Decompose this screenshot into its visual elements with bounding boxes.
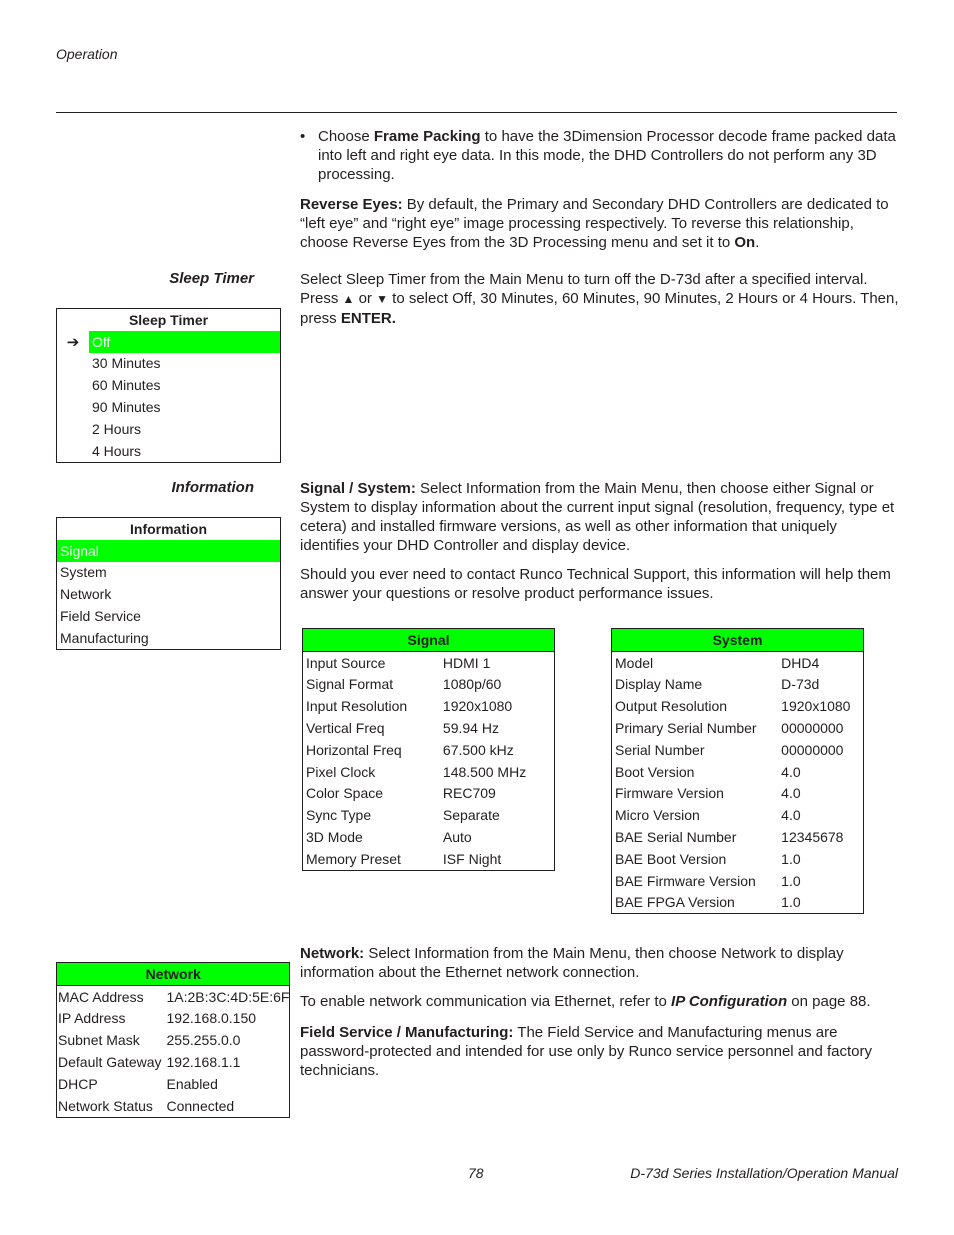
table-row bbox=[303, 695, 555, 717]
signal-system-label: Signal / System: bbox=[300, 480, 416, 497]
row-label: Boot Version bbox=[615, 763, 695, 780]
row-label: BAE Firmware Version bbox=[615, 872, 756, 889]
row-value: 4.0 bbox=[781, 763, 801, 780]
info-option-manufacturing[interactable]: Manufacturing bbox=[60, 629, 149, 646]
row-value: 1A:2B:3C:4D:5E:6F bbox=[166, 988, 290, 1005]
signal-table bbox=[302, 628, 555, 871]
bullet-text bbox=[318, 127, 900, 184]
signal-table-title: Signal bbox=[303, 629, 555, 652]
enable-network-paragraph bbox=[300, 992, 900, 1011]
table-row bbox=[57, 1029, 290, 1051]
signal-system-text: Select Information from the Main Menu, then choose either Signal or System to display information about the current input signal (resolution, frequency, type et cetera) and installed firmware versions, as well as other information that uniquely identifies your DHD Controller and display device. bbox=[300, 480, 895, 554]
pointer-arrow-icon: ➔ bbox=[66, 333, 80, 351]
sleep-option-30[interactable]: 30 Minutes bbox=[92, 355, 161, 372]
table-row bbox=[612, 804, 864, 826]
row-label: Subnet Mask bbox=[58, 1032, 140, 1049]
row-value: 1080p/60 bbox=[442, 676, 502, 693]
table-row bbox=[303, 717, 555, 739]
table-row bbox=[57, 1073, 290, 1095]
information-menu-title: Information bbox=[130, 520, 207, 537]
row-value: 255.255.0.0 bbox=[166, 1032, 241, 1049]
row-label: Sync Type bbox=[306, 807, 372, 824]
table-row bbox=[303, 739, 555, 761]
row-value: Connected bbox=[166, 1097, 235, 1114]
table-row bbox=[612, 695, 864, 717]
row-label: Micro Version bbox=[615, 807, 700, 824]
reverse-eyes-label: Reverse Eyes: bbox=[300, 196, 403, 213]
down-arrow-icon: ▼ bbox=[376, 292, 388, 306]
row-label: IP Address bbox=[58, 1010, 126, 1027]
enable-post: on page 88. bbox=[787, 993, 871, 1010]
row-label: BAE Serial Number bbox=[615, 829, 737, 846]
row-label: Serial Number bbox=[615, 741, 705, 758]
table-row bbox=[612, 892, 864, 914]
row-label: Display Name bbox=[615, 676, 703, 693]
table-row bbox=[303, 651, 555, 673]
row-value: 12345678 bbox=[781, 829, 844, 846]
row-value: 148.500 MHz bbox=[442, 763, 527, 780]
table-row bbox=[612, 651, 864, 673]
row-label: Memory Preset bbox=[306, 850, 401, 867]
network-text: Select Information from the Main Menu, then choose Network to display information about the Ethernet network connection. bbox=[300, 945, 844, 981]
table-row bbox=[612, 739, 864, 761]
up-arrow-icon: ▲ bbox=[342, 292, 355, 306]
table-row bbox=[612, 674, 864, 696]
sleep-text-or: or bbox=[354, 290, 377, 307]
running-head: Operation bbox=[56, 46, 118, 62]
row-label: Model bbox=[615, 654, 654, 671]
row-label: Firmware Version bbox=[615, 785, 724, 802]
bullet-dot: • bbox=[300, 128, 306, 145]
table-row bbox=[57, 1095, 290, 1117]
row-value: 4.0 bbox=[781, 807, 801, 824]
field-service-paragraph bbox=[300, 1023, 900, 1080]
reverse-eyes-on: On bbox=[734, 234, 756, 251]
row-value: 1920x1080 bbox=[781, 698, 851, 715]
reverse-eyes-paragraph bbox=[300, 195, 900, 252]
sleep-timer-menu-title: Sleep Timer bbox=[128, 311, 209, 328]
system-table bbox=[611, 628, 864, 914]
sleep-timer-heading: Sleep Timer bbox=[169, 270, 254, 287]
page-number: 78 bbox=[468, 1165, 484, 1181]
row-label: Color Space bbox=[306, 785, 384, 802]
header-rule bbox=[56, 112, 897, 113]
sleep-text-1: Select Sleep Timer from the Main Menu to turn off the D-73d after a specified interval. Press bbox=[300, 271, 868, 307]
info-option-network[interactable]: Network bbox=[60, 586, 112, 603]
table-row bbox=[57, 1008, 290, 1030]
network-table-title: Network bbox=[57, 963, 290, 986]
frame-packing-term: Frame Packing bbox=[373, 128, 481, 145]
row-value: 1.0 bbox=[781, 850, 801, 867]
table-row bbox=[57, 985, 290, 1007]
row-value: 1.0 bbox=[781, 894, 801, 911]
row-value: D-73d bbox=[781, 676, 820, 693]
table-row bbox=[303, 674, 555, 696]
row-value: REC709 bbox=[442, 785, 496, 802]
manual-title: D-73d Series Installation/Operation Manual bbox=[630, 1165, 898, 1181]
reverse-eyes-end: . bbox=[755, 234, 760, 251]
row-value: 59.94 Hz bbox=[442, 720, 499, 737]
info-option-system[interactable]: System bbox=[60, 564, 107, 581]
information-menu bbox=[56, 517, 281, 650]
row-value: ISF Night bbox=[442, 850, 502, 867]
sleep-option-2h[interactable]: 2 Hours bbox=[92, 420, 142, 437]
table-row bbox=[612, 826, 864, 848]
row-value: Enabled bbox=[166, 1075, 218, 1092]
table-row bbox=[303, 761, 555, 783]
table-row bbox=[612, 717, 864, 739]
row-value: 192.168.1.1 bbox=[166, 1054, 241, 1071]
sleep-option-off[interactable]: Off bbox=[89, 331, 281, 353]
row-label: Input Source bbox=[306, 654, 386, 671]
signal-system-paragraph bbox=[300, 479, 900, 555]
row-label: BAE Boot Version bbox=[615, 850, 727, 867]
row-label: Network Status bbox=[58, 1097, 153, 1114]
support-paragraph: Should you ever need to contact Runco Technical Support, this information will help them answer your questions or resolve product performance issues. bbox=[300, 566, 891, 602]
row-value: 1920x1080 bbox=[442, 698, 513, 715]
row-label: MAC Address bbox=[58, 988, 144, 1005]
row-label: DHCP bbox=[58, 1075, 98, 1092]
sleep-timer-menu bbox=[56, 308, 281, 463]
table-row bbox=[57, 1051, 290, 1073]
row-label: BAE FPGA Version bbox=[615, 894, 735, 911]
network-paragraph bbox=[300, 944, 900, 982]
field-service-text: The Field Service and Manufacturing menus are password-protected and intended for use only by Runco service personnel and factory technicians. bbox=[300, 1024, 872, 1079]
reverse-eyes-text: By default, the Primary and Secondary DHD Controllers are dedicated to “left eye” and “right eye” image processing respectively. To reverse this relationship, choose Reverse Eyes from the 3D Processing menu and set it to bbox=[300, 196, 889, 251]
row-value: Separate bbox=[442, 807, 500, 824]
enable-pre: To enable network communication via Ethernet, refer to bbox=[300, 993, 672, 1010]
row-label: 3D Mode bbox=[306, 829, 363, 846]
table-row bbox=[303, 848, 555, 870]
table-row bbox=[303, 804, 555, 826]
row-label: Output Resolution bbox=[615, 698, 728, 715]
table-row bbox=[612, 870, 864, 892]
row-value: 67.500 kHz bbox=[442, 741, 514, 758]
row-label: Vertical Freq bbox=[306, 720, 385, 737]
table-row bbox=[303, 783, 555, 805]
table-row bbox=[612, 783, 864, 805]
bullet-post: to have the 3Dimension Processor decode frame packed data into left and right eye data. In this mode, the DHD Controllers do not perform any 3D processing. bbox=[318, 128, 896, 183]
network-label: Network: bbox=[300, 945, 365, 962]
info-option-signal[interactable]: Signal bbox=[57, 540, 281, 562]
ip-configuration-link[interactable]: IP Configuration bbox=[671, 993, 788, 1010]
bullet-pre: Choose bbox=[318, 128, 374, 145]
row-value: DHD4 bbox=[781, 654, 820, 671]
row-value: HDMI 1 bbox=[442, 654, 491, 671]
row-value: 1.0 bbox=[781, 872, 801, 889]
sleep-text-2: to select Off, 30 Minutes, 60 Minutes, 90 Minutes, 2 Hours or 4 Hours. Then, press bbox=[300, 290, 899, 327]
row-value: 4.0 bbox=[781, 785, 801, 802]
row-label: Input Resolution bbox=[306, 698, 408, 715]
frame-packing-bullet bbox=[300, 127, 900, 184]
sleep-option-90[interactable]: 90 Minutes bbox=[92, 399, 161, 416]
row-label: Signal Format bbox=[306, 676, 394, 693]
field-service-label: Field Service / Manufacturing: bbox=[300, 1024, 514, 1041]
network-table bbox=[56, 962, 290, 1118]
row-value: 192.168.0.150 bbox=[166, 1010, 257, 1027]
enter-key: ENTER. bbox=[340, 310, 396, 327]
table-row bbox=[612, 761, 864, 783]
sleep-option-60[interactable]: 60 Minutes bbox=[92, 377, 161, 394]
info-option-field-service[interactable]: Field Service bbox=[60, 608, 141, 625]
table-row bbox=[612, 848, 864, 870]
sleep-timer-paragraph bbox=[300, 270, 900, 328]
sleep-option-4h[interactable]: 4 Hours bbox=[92, 442, 142, 459]
table-row bbox=[303, 826, 555, 848]
row-value: 00000000 bbox=[781, 720, 844, 737]
row-label: Horizontal Freq bbox=[306, 741, 402, 758]
row-label: Pixel Clock bbox=[306, 763, 376, 780]
information-heading: Information bbox=[171, 479, 254, 496]
row-value: 00000000 bbox=[781, 741, 844, 758]
row-label: Default Gateway bbox=[58, 1054, 162, 1071]
row-label: Primary Serial Number bbox=[615, 720, 757, 737]
row-value: Auto bbox=[442, 829, 472, 846]
system-table-title: System bbox=[612, 629, 864, 652]
